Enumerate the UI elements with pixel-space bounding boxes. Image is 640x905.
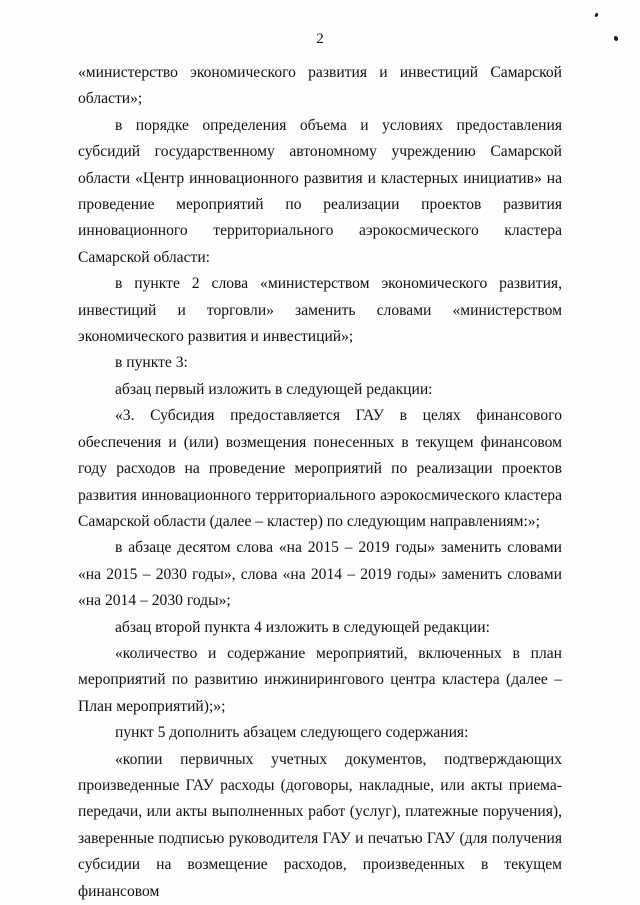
paragraph-point-2: в пункте 2 слова «министерством экономического развития, инвестиций и торговли» заменить словами «министерством экономического развития и инвестиций»; xyxy=(78,275,562,346)
paragraph-subsidy-purpose: «3. Субсидия предоставляется ГАУ в целях финансового обеспечения и (или) возмещения понесенных в текущем финансовом году расходов на проведение мероприятий по реализации проектов развития инновационного территориального аэрокосмического кластера Самарской области (далее – кластер) по следующим направлениям:»; xyxy=(78,407,562,530)
paragraph-events-plan: «количество и содержание мероприятий, включенных в план мероприятий по развитию инжинирингового центра кластера (далее – План мероприятий);»; xyxy=(78,644,562,715)
paragraph-point-5: пункт 5 дополнить абзацем следующего содержания: xyxy=(115,724,469,742)
document-body xyxy=(78,60,562,905)
paragraph-ministry-name: «министерство экономического развития и инвестиций Самарской области»; xyxy=(78,64,562,108)
scan-speck xyxy=(594,13,599,18)
paragraph-point-3: в пункте 3: xyxy=(115,354,188,372)
paragraph-first-abzac: абзац первый изложить в следующей редакции: xyxy=(115,380,433,398)
paragraph-documents-copies: «копии первичных учетных документов, подтверждающих произведенные ГАУ расходы (договоры, накладные, или акты приема-передачи, или акты выполненных работ (услуг), платежные поручения), заверенные подписью руководителя ГАУ и печатью ГАУ (для получения субсидии на возмещение расходов, произведенных в текущем финансовом xyxy=(78,750,562,900)
page-number: 2 xyxy=(316,31,324,47)
paragraph-subsidy-procedure: в порядке определения объема и условиях предоставления субсидий государственному автономному учреждению Самарской области «Центр инновационного развития и кластерных инициатив» на проведение мероприятий по реализации проектов развития инновационного территориального аэрокосмического кластера Самарской области: xyxy=(78,116,562,266)
paragraph-point-4: абзац второй пункта 4 изложить в следующей редакции: xyxy=(115,618,490,636)
paragraph-tenth-abzac: в абзаце десятом слова «на 2015 – 2019 годы» заменить словами «на 2015 – 2030 годы», слова «на 2014 – 2019 годы» заменить словами «на 2014 – 2030 годы»; xyxy=(78,539,562,610)
